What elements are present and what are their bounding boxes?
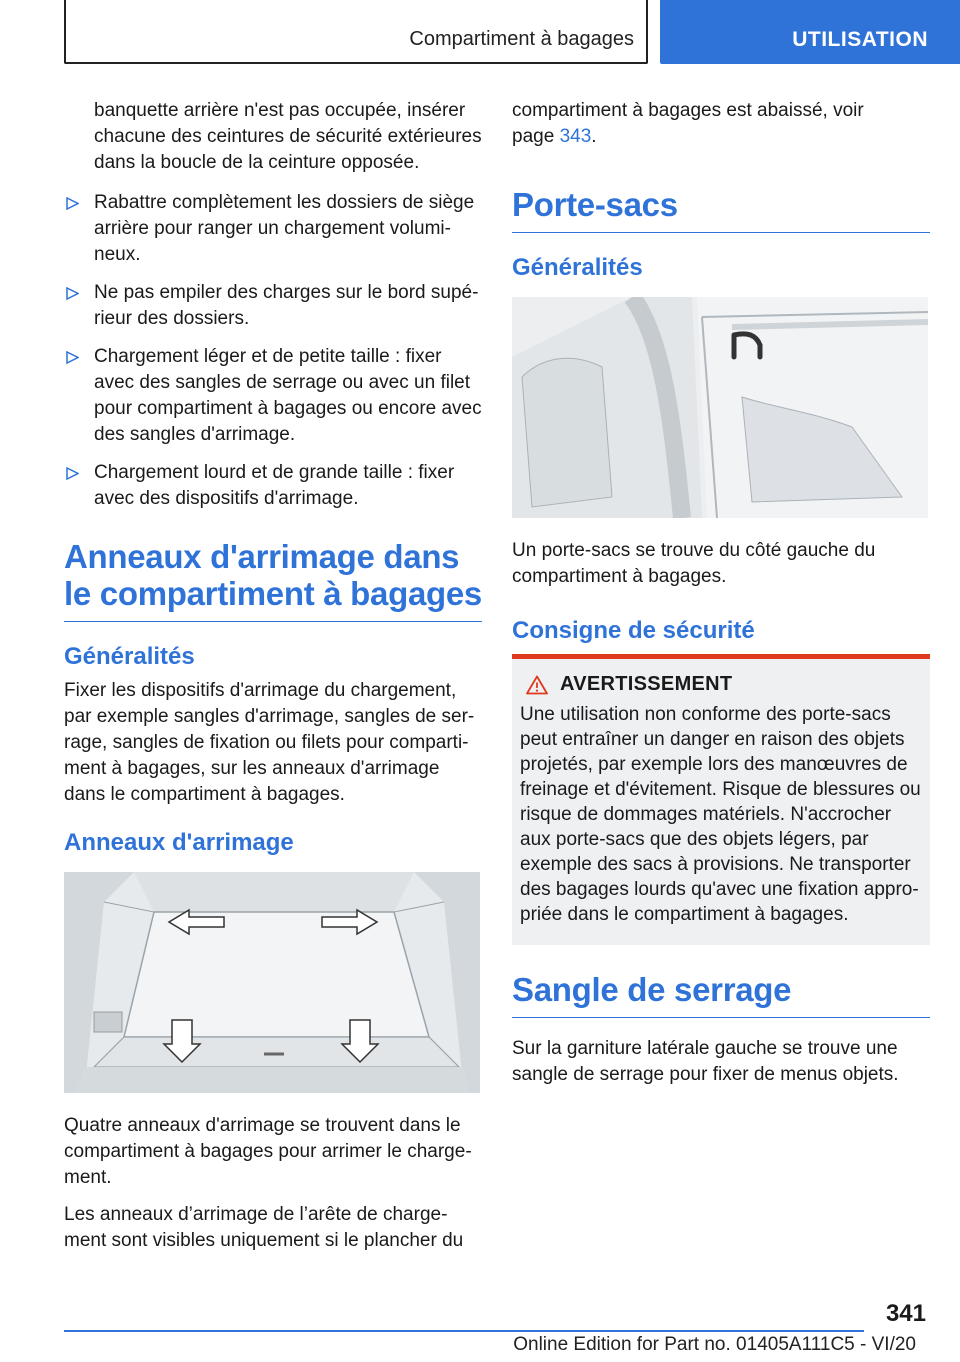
page-suffix: .: [591, 126, 597, 147]
porte-sacs-text: Un porte-sacs se trouve du côté gauche du compartiment à bagages.: [512, 540, 876, 587]
list-item-text: Chargement léger et de petite taille : fixer avec des sangles de serrage ou avec un filet pour compartiment à bagages ou encore avec des sangles d'arrimage.: [94, 346, 482, 445]
header-section-box: [64, 0, 648, 64]
bullet-triangle-icon: [66, 287, 79, 300]
subsection-generalites-right: Généralités: [512, 254, 643, 281]
section-title-anneaux: Anneaux d'arrimage dans le compartiment à bagages: [64, 538, 482, 622]
footer-divider: [64, 1330, 864, 1332]
warning-text: Une utilisation non conforme des porte-sacs peut entraîner un danger en raison des objets projetés, par exemple lors des manœuvres de freinage et d'évitement. Risque de blessures ou risque de dommages matériels. N'accrocher aux porte-sacs que des objets légers, par exemple des sacs à provisions. Ne transporter des bagages lourds qu'avec une fixation appropriée dans le compartiment à bagages.: [520, 704, 921, 925]
bullet-triangle-icon: [66, 197, 79, 210]
bag-hook-illustration: [512, 297, 928, 518]
page-reference-link[interactable]: 343: [559, 126, 592, 147]
anneaux-text-2: Les anneaux d’arrimage de l’arête de chargement sont visibles uniquement si le plancher du: [64, 1204, 464, 1251]
bullet-list: [64, 190, 482, 512]
continuation-text: [512, 98, 930, 150]
warning-triangle-icon: [526, 675, 548, 695]
list-item-text: Chargement lourd et de grande taille : fixer avec des dispositifs d'arrimage.: [94, 462, 455, 509]
page-prefix: page: [512, 126, 555, 147]
subsection-generalites: Généralités: [64, 643, 195, 670]
warning-header: [520, 673, 922, 696]
sangle-text: Sur la garniture latérale gauche se trouve une sangle de serrage pour fixer de menus objets.: [512, 1038, 899, 1085]
subsection-anneaux: Anneaux d'arrimage: [64, 829, 294, 856]
list-item-text: Ne pas empiler des charges sur le bord supérieur des dossiers.: [94, 282, 479, 329]
bullet-continuation: banquette arrière n'est pas occupée, insérer chacune des ceintures de sécurité extérieures dans la boucle de la ceinture opposée.: [94, 100, 482, 173]
page-number: 341: [885, 1300, 926, 1327]
warning-box: [512, 654, 930, 945]
list-item: [64, 190, 482, 268]
footer-edition: Online Edition for Part no. 01405A111C5 - VI/20: [513, 1334, 916, 1355]
list-item: [64, 460, 482, 512]
list-item: [64, 280, 482, 332]
header-chapter-label: UTILISATION: [792, 28, 928, 51]
bullet-triangle-icon: [66, 467, 79, 480]
left-column: [64, 98, 482, 1265]
header-section-title: Compartiment à bagages: [409, 28, 634, 50]
bullet-triangle-icon: [66, 351, 79, 364]
section-title-sangle: Sangle de serrage: [512, 971, 930, 1018]
trunk-lashing-eyes-illustration: [64, 872, 480, 1093]
generalites-text: Fixer les dispositifs d'arrimage du chargement, par exemple sangles d'arrimage, sangles de serrage, sangles de fixation ou filets pour compartiment à bagages, sur les anneaux d'arrimage dans le compartiment à bagages.: [64, 680, 475, 805]
section-title-porte-sacs: Porte-sacs: [512, 186, 930, 233]
list-item-text: Rabattre complètement les dossiers de siège arrière pour ranger un chargement volumineux.: [94, 192, 475, 265]
right-column: [512, 98, 930, 1099]
continuation-main: compartiment à bagages est abaissé, voir: [512, 100, 864, 121]
header-chapter-tab[interactable]: [660, 0, 960, 64]
list-item: [64, 344, 482, 448]
subsection-consigne: Consigne de sécurité: [512, 617, 755, 644]
anneaux-text-1: Quatre anneaux d'arrimage se trouvent dans le compartiment à bagages pour arrimer le chargement.: [64, 1115, 472, 1188]
warning-title: AVERTISSEMENT: [560, 673, 733, 695]
